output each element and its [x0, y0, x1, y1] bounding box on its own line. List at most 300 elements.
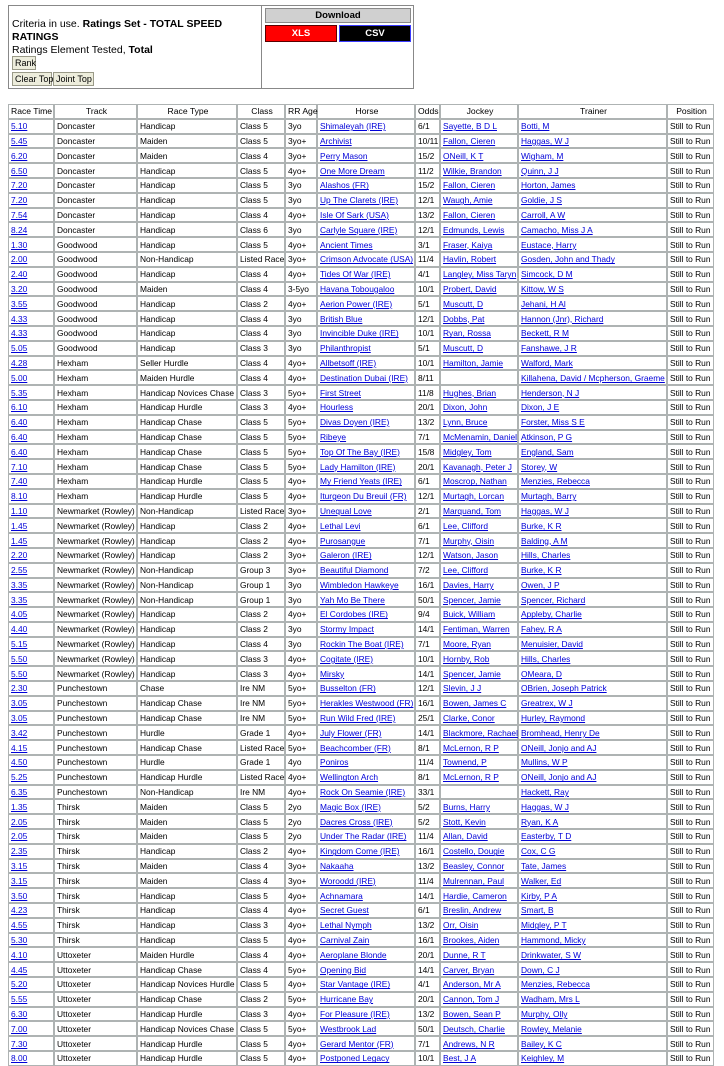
trainer-link[interactable]: Eustace, Harry	[521, 239, 577, 250]
race-time-link[interactable]: 2.05	[11, 831, 28, 842]
race-time-link[interactable]: 4.55	[11, 920, 28, 931]
cell-track: Thirsk	[54, 829, 137, 844]
horse-link[interactable]: Beachcomber (FR)	[320, 742, 391, 753]
jockey-link[interactable]: Havlin, Robert	[443, 254, 497, 265]
horse-link[interactable]: Crimson Advocate (USA)	[320, 254, 414, 265]
cell-position: Still to Run	[667, 947, 714, 962]
race-time-link[interactable]: 5.15	[11, 639, 28, 650]
jockey-link[interactable]: McMenamin, Daniel	[443, 431, 518, 442]
trainer-link[interactable]: Easterby, T D	[521, 831, 572, 842]
cell-race-type: Maiden	[137, 282, 237, 297]
trainer-link[interactable]: Midgley, P T	[521, 920, 567, 931]
cell-rr-age: 3yo	[285, 119, 317, 134]
trainer-link[interactable]: Bromhead, Henry De	[521, 727, 600, 738]
jockey-link[interactable]: Watson, Jason	[443, 550, 499, 561]
horse-link[interactable]: El Cordobes (IRE)	[320, 609, 388, 620]
trainer-link[interactable]: Greatrex, W J	[521, 698, 573, 709]
trainer-link[interactable]: Quinn, J J	[521, 165, 559, 176]
jockey-link[interactable]: Costello, Dougie	[443, 846, 505, 857]
jockey-link[interactable]: Midgley, Tom	[443, 446, 492, 457]
jockey-link[interactable]: Mulrennan, Paul	[443, 875, 504, 886]
trainer-link[interactable]: Hannon (Jnr), Richard	[521, 313, 604, 324]
race-time-link[interactable]: 8.24	[11, 224, 28, 235]
race-time-link[interactable]: 5.10	[11, 121, 28, 132]
race-time-link[interactable]: 5.45	[11, 135, 28, 146]
race-time-link[interactable]: 3.15	[11, 861, 28, 872]
table-row	[8, 651, 714, 666]
cell-trainer	[518, 859, 667, 874]
race-time-link[interactable]: 3.55	[11, 298, 28, 309]
cell-jockey	[440, 814, 518, 829]
horse-link[interactable]: Opening Bid	[320, 964, 367, 975]
jockey-link[interactable]: McLernon, R P	[443, 742, 499, 753]
horse-link[interactable]: Yah Mo Be There	[320, 594, 385, 605]
horse-link[interactable]: Aeroplane Blonde	[320, 949, 387, 960]
horse-link[interactable]: Archivist	[320, 135, 352, 146]
race-time-link[interactable]: 1.35	[11, 801, 28, 812]
table-row	[8, 1021, 714, 1036]
jockey-link[interactable]: Orr, Oisin	[443, 920, 479, 931]
cell-rr-age: 4yo+	[285, 1051, 317, 1066]
horse-link[interactable]: Top Of The Bay (IRE)	[320, 446, 400, 457]
trainer-link[interactable]: Keighley, M	[521, 1053, 565, 1064]
race-time-link[interactable]: 4.05	[11, 609, 28, 620]
horse-link[interactable]: Wellington Arch	[320, 772, 379, 783]
trainer-link[interactable]: Hammond, Micky	[521, 935, 586, 946]
jockey-link[interactable]: Davies, Harry	[443, 579, 494, 590]
trainer-link[interactable]: Jehani, H Al	[521, 298, 566, 309]
jockey-link[interactable]: Muscutt, D	[443, 343, 484, 354]
race-time-link[interactable]: 4.10	[11, 949, 28, 960]
trainer-link[interactable]: Menuisier, David	[521, 639, 583, 650]
race-time-link[interactable]: 5.00	[11, 372, 28, 383]
cell-race-type: Handicap	[137, 518, 237, 533]
jockey-link[interactable]: Beasley, Connor	[443, 861, 505, 872]
horse-link[interactable]: July Flower (FR)	[320, 727, 382, 738]
horse-link[interactable]: Unequal Love	[320, 505, 372, 516]
rank-button[interactable]: Rank	[12, 56, 36, 70]
jockey-link[interactable]: Fallon, Cieren	[443, 135, 496, 146]
race-time-link[interactable]: 3.15	[11, 875, 28, 886]
trainer-link[interactable]: Wigham, M	[521, 150, 564, 161]
cell-class: Class 3	[237, 666, 285, 681]
race-time-link[interactable]: 3.05	[11, 698, 28, 709]
horse-link[interactable]: Poniros	[320, 757, 349, 768]
horse-link[interactable]: Star Vantage (IRE)	[320, 979, 391, 990]
trainer-link[interactable]: Simcock, D M	[521, 269, 573, 280]
jockey-link[interactable]: McLernon, R P	[443, 772, 499, 783]
trainer-link[interactable]: Haggas, W J	[521, 135, 569, 146]
jockey-link[interactable]: Spencer, Jamie	[443, 594, 501, 605]
horse-link[interactable]: Herakles Westwood (FR)	[320, 698, 414, 709]
trainer-link[interactable]: Rowley, Melanie	[521, 1023, 582, 1034]
horse-link[interactable]: One More Dream	[320, 165, 385, 176]
race-time-link[interactable]: 6.10	[11, 402, 28, 413]
cell-track: Thirsk	[54, 814, 137, 829]
table-row	[8, 178, 714, 193]
jockey-link[interactable]: Clarke, Conor	[443, 713, 495, 724]
trainer-link[interactable]: Fahey, R A	[521, 624, 562, 635]
jockey-link[interactable]: Kavanagh, Peter J	[443, 461, 512, 472]
trainer-link[interactable]: Burke, K R	[521, 520, 562, 531]
jockey-link[interactable]: Dobbs, Pat	[443, 313, 485, 324]
jockey-link[interactable]: Fallon, Cieren	[443, 180, 496, 191]
cell-position: Still to Run	[667, 785, 714, 800]
race-time-link[interactable]: 6.40	[11, 446, 28, 457]
trainer-link[interactable]: Haggas, W J	[521, 505, 569, 516]
trainer-link[interactable]: Gosden, John and Thady	[521, 254, 615, 265]
horse-link[interactable]: Carlyle Square (IRE)	[320, 224, 398, 235]
horse-link[interactable]: Isle Of Sark (USA)	[320, 209, 389, 220]
race-time-link[interactable]: 7.30	[11, 1038, 28, 1049]
cell-race-type: Handicap	[137, 222, 237, 237]
race-time-link[interactable]: 3.35	[11, 579, 28, 590]
cell-class: Listed Race	[237, 770, 285, 785]
horse-link[interactable]: Achnamara	[320, 890, 363, 901]
horse-link[interactable]: Alashos (FR)	[320, 180, 369, 191]
joint-top-button[interactable]: Joint Top	[53, 72, 94, 86]
cell-rr-age: 4yo+	[285, 267, 317, 282]
trainer-link[interactable]: Camacho, Miss J A	[521, 224, 593, 235]
horse-link[interactable]: Gerard Mentor (FR)	[320, 1038, 394, 1049]
trainer-link[interactable]: Murtagh, Barry	[521, 491, 577, 502]
jockey-link[interactable]: Brookes, Aiden	[443, 935, 500, 946]
cell-horse	[317, 962, 415, 977]
race-time-link[interactable]: 3.05	[11, 713, 28, 724]
race-time-link[interactable]: 2.05	[11, 816, 28, 827]
horse-link[interactable]: Up The Clarets (IRE)	[320, 195, 399, 206]
trainer-link[interactable]: OBrien, Joseph Patrick	[521, 683, 607, 694]
race-time-link[interactable]: 7.54	[11, 209, 28, 220]
trainer-link[interactable]: England, Sam	[521, 446, 574, 457]
horse-link[interactable]: Hourless	[320, 402, 354, 413]
trainer-link[interactable]: Wadham, Mrs L	[521, 994, 580, 1005]
trainer-link[interactable]: Carroll, A W	[521, 209, 566, 220]
cell-jockey	[440, 592, 518, 607]
trainer-link[interactable]: Murphy, Olly	[521, 1009, 568, 1019]
trainer-link[interactable]: Walford, Mark	[521, 357, 573, 368]
cell-horse	[317, 740, 415, 755]
race-time-link[interactable]: 1.45	[11, 520, 28, 531]
jockey-link[interactable]: ONeill, K T	[443, 150, 484, 161]
jockey-link[interactable]: Deutsch, Charlie	[443, 1023, 505, 1034]
horse-link[interactable]: Carnival Zain	[320, 935, 370, 946]
cell-class: Class 5	[237, 1051, 285, 1066]
table-row	[8, 400, 714, 415]
race-time-link[interactable]: 2.00	[11, 254, 28, 265]
trainer-link[interactable]: Horton, James	[521, 180, 576, 191]
jockey-link[interactable]: Best, J A	[443, 1053, 477, 1064]
trainer-link[interactable]: Kittow, W S	[521, 283, 564, 294]
race-time-link[interactable]: 7.10	[11, 461, 28, 472]
race-time-link[interactable]: 6.40	[11, 431, 28, 442]
horse-link[interactable]: Invincible Duke (IRE)	[320, 328, 399, 339]
jockey-link[interactable]: Cannon, Tom J	[443, 994, 500, 1005]
cell-horse	[317, 548, 415, 563]
horse-link[interactable]: Ribeye	[320, 431, 347, 442]
race-time-link[interactable]: 2.35	[11, 846, 28, 857]
jockey-link[interactable]: Breslin, Andrew	[443, 905, 502, 916]
trainer-link[interactable]: Storey, W	[521, 461, 558, 472]
race-time-link[interactable]: 2.40	[11, 269, 28, 280]
cell-trainer	[518, 119, 667, 134]
race-time-link[interactable]: 4.33	[11, 313, 28, 324]
trainer-link[interactable]: Balding, A M	[521, 535, 568, 546]
jockey-link[interactable]: Marquand, Tom	[443, 505, 502, 516]
horse-link[interactable]: Nakaaha	[320, 861, 354, 872]
jockey-link[interactable]: Lynn, Bruce	[443, 417, 488, 428]
race-time-link[interactable]: 5.05	[11, 343, 28, 354]
trainer-link[interactable]: Beckett, R M	[521, 328, 569, 339]
race-time-link[interactable]: 6.20	[11, 150, 28, 161]
trainer-link[interactable]: Botti, M	[521, 121, 550, 132]
trainer-link[interactable]: Spencer, Richard	[521, 594, 586, 605]
horse-link[interactable]: Iturgeon Du Breuil (FR)	[320, 491, 407, 502]
horse-link[interactable]: Ancient Times	[320, 239, 373, 250]
trainer-link[interactable]: Burke, K R	[521, 565, 562, 576]
jockey-link[interactable]: Moscrop, Nathan	[443, 476, 507, 487]
horse-link[interactable]: Purosangue	[320, 535, 366, 546]
trainer-link[interactable]: OMeara, D	[521, 668, 562, 679]
race-time-link[interactable]: 5.30	[11, 935, 28, 946]
horse-link[interactable]: Magic Box (IRE)	[320, 801, 381, 812]
race-time-link[interactable]: 4.15	[11, 742, 28, 753]
jockey-link[interactable]: Muscutt, D	[443, 298, 484, 309]
race-time-link[interactable]: 5.55	[11, 994, 28, 1005]
jockey-link[interactable]: Bowen, Sean P	[443, 1009, 501, 1019]
cell-race-time	[8, 933, 54, 948]
cell-race-time	[8, 430, 54, 445]
race-time-link[interactable]: 4.40	[11, 624, 28, 635]
jockey-link[interactable]: Fraser, Kaiya	[443, 239, 493, 250]
race-time-link[interactable]: 4.33	[11, 328, 28, 339]
trainer-link[interactable]: Hills, Charles	[521, 653, 571, 664]
horse-link[interactable]: Divas Doyen (IRE)	[320, 417, 390, 428]
cell-horse	[317, 504, 415, 519]
race-time-link[interactable]: 8.10	[11, 491, 28, 502]
race-time-link[interactable]: 4.28	[11, 357, 28, 368]
csv-download-button[interactable]: CSV	[339, 25, 411, 42]
race-time-link[interactable]: 2.20	[11, 550, 28, 561]
trainer-link[interactable]: Bailey, K C	[521, 1038, 562, 1049]
cell-track: Goodwood	[54, 341, 137, 356]
race-time-link[interactable]: 4.45	[11, 964, 28, 975]
horse-link[interactable]: Galeron (IRE)	[320, 550, 372, 561]
horse-link[interactable]: Allbetsoff (IRE)	[320, 357, 377, 368]
jockey-link[interactable]: Dunne, R T	[443, 949, 486, 960]
trainer-link[interactable]: ONeill, Jonjo and AJ	[521, 772, 597, 783]
race-time-link[interactable]: 5.50	[11, 668, 28, 679]
jockey-link[interactable]: Slevin, J J	[443, 683, 482, 694]
race-time-link[interactable]: 1.10	[11, 505, 28, 516]
horse-link[interactable]: Tides Of War (IRE)	[320, 269, 391, 280]
horse-link[interactable]: Secret Guest	[320, 905, 369, 916]
cell-race-type: Hurdle	[137, 755, 237, 770]
jockey-link[interactable]: Burns, Harry	[443, 801, 491, 812]
horse-link[interactable]: For Pleasure (IRE)	[320, 1009, 390, 1019]
race-time-link[interactable]: 2.30	[11, 683, 28, 694]
trainer-link[interactable]: Goldie, J S	[521, 195, 562, 206]
horse-link[interactable]: Under The Radar (IRE)	[320, 831, 407, 842]
trainer-link[interactable]: Killahena, David / Mcpherson, Graeme	[521, 372, 665, 383]
jockey-link[interactable]: Bowen, James C	[443, 698, 507, 709]
race-time-link[interactable]: 7.20	[11, 195, 28, 206]
race-time-link[interactable]: 7.00	[11, 1023, 28, 1034]
trainer-link[interactable]: Henderson, N J	[521, 387, 580, 398]
trainer-link[interactable]: Hurley, Raymond	[521, 713, 586, 724]
race-time-link[interactable]: 7.20	[11, 180, 28, 191]
jockey-link[interactable]: Carver, Bryan	[443, 964, 495, 975]
table-row	[8, 933, 714, 948]
horse-link[interactable]: Aerion Power (IRE)	[320, 298, 393, 309]
cell-race-time	[8, 178, 54, 193]
jockey-link[interactable]: Lee, Clifford	[443, 565, 489, 576]
race-time-link[interactable]: 3.35	[11, 594, 28, 605]
horse-link[interactable]: My Friend Yeats (IRE)	[320, 476, 402, 487]
jockey-link[interactable]: Edmunds, Lewis	[443, 224, 505, 235]
trainer-link[interactable]: Walker, Ed	[521, 875, 562, 886]
trainer-link[interactable]: Forster, Miss S E	[521, 417, 585, 428]
race-time-link[interactable]: 1.30	[11, 239, 28, 250]
race-time-link[interactable]: 3.20	[11, 283, 28, 294]
horse-link[interactable]: Run Wild Fred (IRE)	[320, 713, 396, 724]
trainer-link[interactable]: Cox, C G	[521, 846, 556, 857]
trainer-link[interactable]: Menzies, Rebecca	[521, 476, 590, 487]
race-time-link[interactable]: 6.40	[11, 417, 28, 428]
trainer-link[interactable]: Dixon, J E	[521, 402, 560, 413]
trainer-link[interactable]: Hackett, Ray	[521, 787, 569, 798]
horse-link[interactable]: Cogitate (IRE)	[320, 653, 374, 664]
trainer-link[interactable]: Fanshawe, J R	[521, 343, 577, 354]
jockey-link[interactable]: Allan, David	[443, 831, 488, 842]
jockey-link[interactable]: Hughes, Brian	[443, 387, 497, 398]
jockey-link[interactable]: Townend, P	[443, 757, 487, 768]
horse-link[interactable]: Busselton (FR)	[320, 683, 376, 694]
horse-link[interactable]: Woroodd (IRE)	[320, 875, 376, 886]
race-time-link[interactable]: 5.25	[11, 772, 28, 783]
race-time-link[interactable]: 2.55	[11, 565, 28, 576]
cell-position: Still to Run	[667, 1007, 714, 1022]
horse-link[interactable]: Perry Mason	[320, 150, 368, 161]
trainer-link[interactable]: Appleby, Charlie	[521, 609, 582, 620]
jockey-link[interactable]: Dixon, John	[443, 402, 488, 413]
horse-link[interactable]: Westbrook Lad	[320, 1023, 377, 1034]
cell-class: Class 5	[237, 799, 285, 814]
cell-race-time	[8, 356, 54, 371]
jockey-link[interactable]: Lee, Clifford	[443, 520, 489, 531]
trainer-link[interactable]: Haggas, W J	[521, 801, 569, 812]
race-time-link[interactable]: 6.30	[11, 1009, 28, 1019]
race-time-link[interactable]: 5.20	[11, 979, 28, 990]
trainer-link[interactable]: Mullins, W P	[521, 757, 568, 768]
race-time-link[interactable]: 4.23	[11, 905, 28, 916]
trainer-link[interactable]: Tate, James	[521, 861, 567, 872]
jockey-link[interactable]: Probert, David	[443, 283, 497, 294]
download-box	[261, 5, 414, 89]
jockey-link[interactable]: Murphy, Oisin	[443, 535, 495, 546]
jockey-link[interactable]: Wilkie, Brandon	[443, 165, 502, 176]
horse-link[interactable]: Hurricane Bay	[320, 994, 374, 1005]
jockey-link[interactable]: Sayette, B D L	[443, 121, 497, 132]
horse-link[interactable]: Lady Hamilton (IRE)	[320, 461, 396, 472]
jockey-link[interactable]: Hardie, Cameron	[443, 890, 507, 901]
horse-link[interactable]: Havana Tobougaloo	[320, 283, 395, 294]
race-time-link[interactable]: 4.50	[11, 757, 28, 768]
jockey-link[interactable]: Hamilton, Jamie	[443, 357, 504, 368]
jockey-link[interactable]: Spencer, Jamie	[443, 668, 501, 679]
horse-link[interactable]: First Street	[320, 387, 361, 398]
horse-link[interactable]: Destination Dubai (IRE)	[320, 372, 408, 383]
cell-class: Class 3	[237, 651, 285, 666]
horse-link[interactable]: Rockin The Boat (IRE)	[320, 639, 404, 650]
jockey-link[interactable]: Stott, Kevin	[443, 816, 486, 827]
race-time-link[interactable]: 1.45	[11, 535, 28, 546]
jockey-link[interactable]: Buick, William	[443, 609, 496, 620]
horse-link[interactable]: Wimbledon Hawkeye	[320, 579, 399, 590]
trainer-link[interactable]: Owen, J P	[521, 579, 560, 590]
horse-link[interactable]: Postponed Legacy	[320, 1053, 390, 1064]
race-time-link[interactable]: 7.40	[11, 476, 28, 487]
horse-link[interactable]: Dacres Cross (IRE)	[320, 816, 393, 827]
cell-race-type: Handicap Chase	[137, 711, 237, 726]
jockey-link[interactable]: Fallon, Cieren	[443, 209, 496, 220]
jockey-link[interactable]: Blackmore, Rachael	[443, 727, 518, 738]
cell-trainer	[518, 681, 667, 696]
jockey-link[interactable]: Anderson, Mr A	[443, 979, 501, 990]
trainer-link[interactable]: Smart, B	[521, 905, 554, 916]
jockey-link[interactable]: Moore, Ryan	[443, 639, 491, 650]
horse-link[interactable]: Rock On Seamie (IRE)	[320, 787, 406, 798]
jockey-link[interactable]: Murtagh, Lorcan	[443, 491, 504, 502]
trainer-link[interactable]: Ryan, K A	[521, 816, 559, 827]
trainer-link[interactable]: Down, C J	[521, 964, 560, 975]
horse-link[interactable]: Mirsky	[320, 668, 345, 679]
race-time-link[interactable]: 5.50	[11, 653, 28, 664]
race-time-link[interactable]: 3.42	[11, 727, 28, 738]
horse-link[interactable]: Philanthropist	[320, 343, 371, 354]
horse-link[interactable]: British Blue	[320, 313, 363, 324]
race-time-link[interactable]: 5.35	[11, 387, 28, 398]
race-time-link[interactable]: 8.00	[11, 1053, 28, 1064]
jockey-link[interactable]: Hornby, Rob	[443, 653, 490, 664]
trainer-link[interactable]: Kirby, P A	[521, 890, 557, 901]
race-time-link[interactable]: 6.50	[11, 165, 28, 176]
horse-link[interactable]: Beautiful Diamond	[320, 565, 389, 576]
jockey-link[interactable]: Ryan, Rossa	[443, 328, 491, 339]
trainer-link[interactable]: Atkinson, P G	[521, 431, 573, 442]
jockey-link[interactable]: Fentiman, Warren	[443, 624, 510, 635]
race-time-link[interactable]: 3.50	[11, 890, 28, 901]
jockey-link[interactable]: Waugh, Amie	[443, 195, 493, 206]
horse-link[interactable]: Lethal Levi	[320, 520, 361, 531]
trainer-link[interactable]: Hills, Charles	[521, 550, 571, 561]
race-time-link[interactable]: 6.35	[11, 787, 28, 798]
trainer-link[interactable]: ONeill, Jonjo and AJ	[521, 742, 597, 753]
horse-link[interactable]: Stormy Impact	[320, 624, 374, 635]
cell-track: Uttoxeter	[54, 962, 137, 977]
clear-top-button[interactable]: Clear Top	[12, 72, 52, 86]
horse-link[interactable]: Lethal Nymph	[320, 920, 372, 931]
cell-position: Still to Run	[667, 311, 714, 326]
trainer-link[interactable]: Menzies, Rebecca	[521, 979, 590, 990]
cell-race-time	[8, 1036, 54, 1051]
jockey-link[interactable]: Andrews, N R	[443, 1038, 495, 1049]
trainer-link[interactable]: Drinkwater, S W	[521, 949, 582, 960]
horse-link[interactable]: Shimaleyah (IRE)	[320, 121, 386, 132]
xls-download-button[interactable]: XLS	[265, 25, 337, 42]
horse-link[interactable]: Kingdom Come (IRE)	[320, 846, 400, 857]
jockey-link[interactable]: Langley, Miss Taryn	[443, 269, 517, 280]
